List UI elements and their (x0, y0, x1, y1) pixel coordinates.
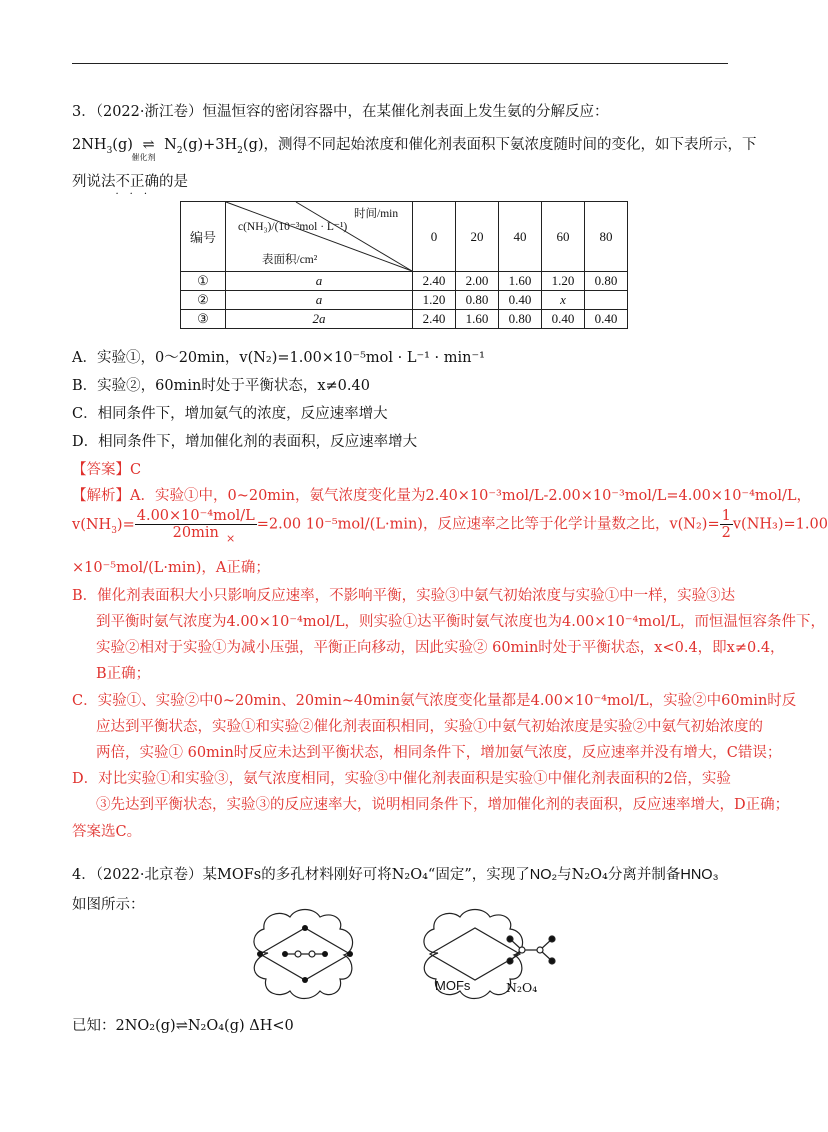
time-header: 40 (499, 202, 542, 272)
analysis-b-line2: 到平衡时氨气浓度为4.00×10⁻⁴mol/L，则实验①达平衡时氨气浓度也为4.00×10⁻⁴mol/L，而恒温恒容条件下， (96, 614, 825, 630)
reaction-equation: $2NH_3(g)$ ⇌ 催化剂 $N_2(g)+3H_2(g)$ (72, 137, 264, 162)
catalyst-label: 催化剂 (131, 153, 156, 162)
table-row: ② a 1.20 0.80 0.40 x (181, 291, 628, 310)
emphasis-not-correct: 不正确 ··· (115, 174, 159, 200)
trapped-n2o4 (293, 951, 317, 957)
analysis-d-line2: ③先达到平衡状态，实验③的反应速率大，说明相同条件下，增加催化剂的表面积，反应速率增大，D正确； (96, 797, 790, 813)
corner-id: 编号 (181, 202, 226, 272)
times-sign: × (226, 532, 236, 545)
option-b: B．实验②，60min时处于平衡状态，x≠0.40 (72, 378, 370, 394)
analysis-c-line2: 应达到平衡状态，实验①和实验②催化剂表面积相同，实验①中氨气初始浓度是实验②中氨气初始浓度的 (96, 719, 763, 735)
q3-prompt: 列说法不正确 ··· 的是 (72, 174, 188, 200)
q3-header: 3．（2022·浙江卷）恒温恒容的密闭容器中，在某催化剂表面上发生氨的分解反应： (72, 104, 609, 120)
time-header: 20 (456, 202, 499, 272)
option-d: D．相同条件下，增加催化剂的表面积，反应速率增大 (72, 434, 418, 450)
analysis-c-line1: C．实验①、实验②中0~20min、20min~40min氨气浓度变化量都是4.00×10⁻⁴mol/L，实验②中60min时反 (72, 693, 797, 709)
time-header: 80 (585, 202, 628, 272)
analysis-b-line3: 实验②相对于实验①为减小压强，平衡正向移动，因此实验② 60min时处于平衡状态，x<0.4，即x≠0.4， (96, 640, 785, 656)
option-a: A．实验①，0～20min，v(N₂)=1.00×10⁻⁵mol · L⁻¹ · min⁻¹ (72, 350, 485, 366)
analysis-c-line3: 两倍，实验① 60min时反应未达到平衡状态，相同条件下，增加氨气浓度，反应速率并没有增大，C错误； (96, 745, 782, 761)
time-header: 60 (542, 202, 585, 272)
header-corner (226, 202, 413, 272)
analysis-a-line2: $v(NH_3)=$ $\frac{\text{4.00×10⁻⁴mol/L}}{20\min}$ =2.00 10⁻⁵mol/(L·min)，反应速率之比等于化学计量数之比，v(N₂)= $\frac{1}{2}$ v(NH₃)=1.00 (72, 508, 828, 541)
analysis-title: 【解析】 (72, 488, 130, 504)
q4-header: 4．（2022·北京卷）某MOFs的多孔材料刚好可将N₂O₄“固定”，实现了NO₂与N₂O₄分离并制备HNO₃ (72, 867, 719, 883)
table-row: ① a 2.40 2.00 1.60 1.20 0.80 (181, 272, 628, 291)
reaction-tail: ，测得不同起始浓度和催化剂表面积下氨浓度随时间的变化，如下表所示，下 (263, 137, 757, 153)
label-mofs: MOFs (435, 978, 471, 993)
label-n2o4: N₂O₄ (506, 980, 538, 995)
corner-conc: c(NH₃)/(10⁻³mol · L⁻¹) (238, 221, 348, 233)
analysis-a-line1: 【解析】A．实验①中，0~20min，氨气浓度变化量为2.40×10⁻³mol/L-2.00×10⁻³mol/L=4.00×10⁻⁴mol/L， (72, 488, 812, 504)
q3-reaction-line (72, 133, 757, 162)
corner-time: 时间/min (354, 208, 399, 220)
analysis-b-line4: B正确； (96, 666, 151, 682)
conclusion: 答案选C。 (72, 824, 142, 840)
corner-area: 表面积/cm² (262, 254, 318, 266)
analysis-d-line1: D．对比实验①和实验③，氨气浓度相同，实验③中催化剂表面积是实验①中催化剂表面积的2倍，实验 (72, 771, 731, 787)
table-row: ③ 2a 2.40 1.60 0.80 0.40 0.40 (181, 310, 628, 329)
q4-header-line2: 如图所示： (72, 897, 145, 913)
analysis-a-line3: ×10⁻⁵mol/(L·min)，A正确； (72, 560, 270, 576)
option-c: C．相同条件下，增加氨气的浓度，反应速率增大 (72, 406, 388, 422)
answer: 【答案】C (72, 462, 142, 478)
analysis-b-line1: B．催化剂表面积大小只影响反应速率，不影响平衡，实验③中氨气初始浓度与实验①中一样，实验③达 (72, 588, 736, 604)
data-table (180, 201, 628, 329)
half-fraction: $\frac{1}{2}$ (721, 508, 731, 541)
time-header: 0 (413, 202, 456, 272)
top-rule (72, 63, 728, 64)
rate-fraction: $\frac{\text{4.00×10⁻⁴mol/L}}{20\min}$ (136, 508, 255, 541)
known-equation: 已知：2NO₂(g)⇌N₂O₄(g) ΔH<0 (72, 1018, 294, 1034)
